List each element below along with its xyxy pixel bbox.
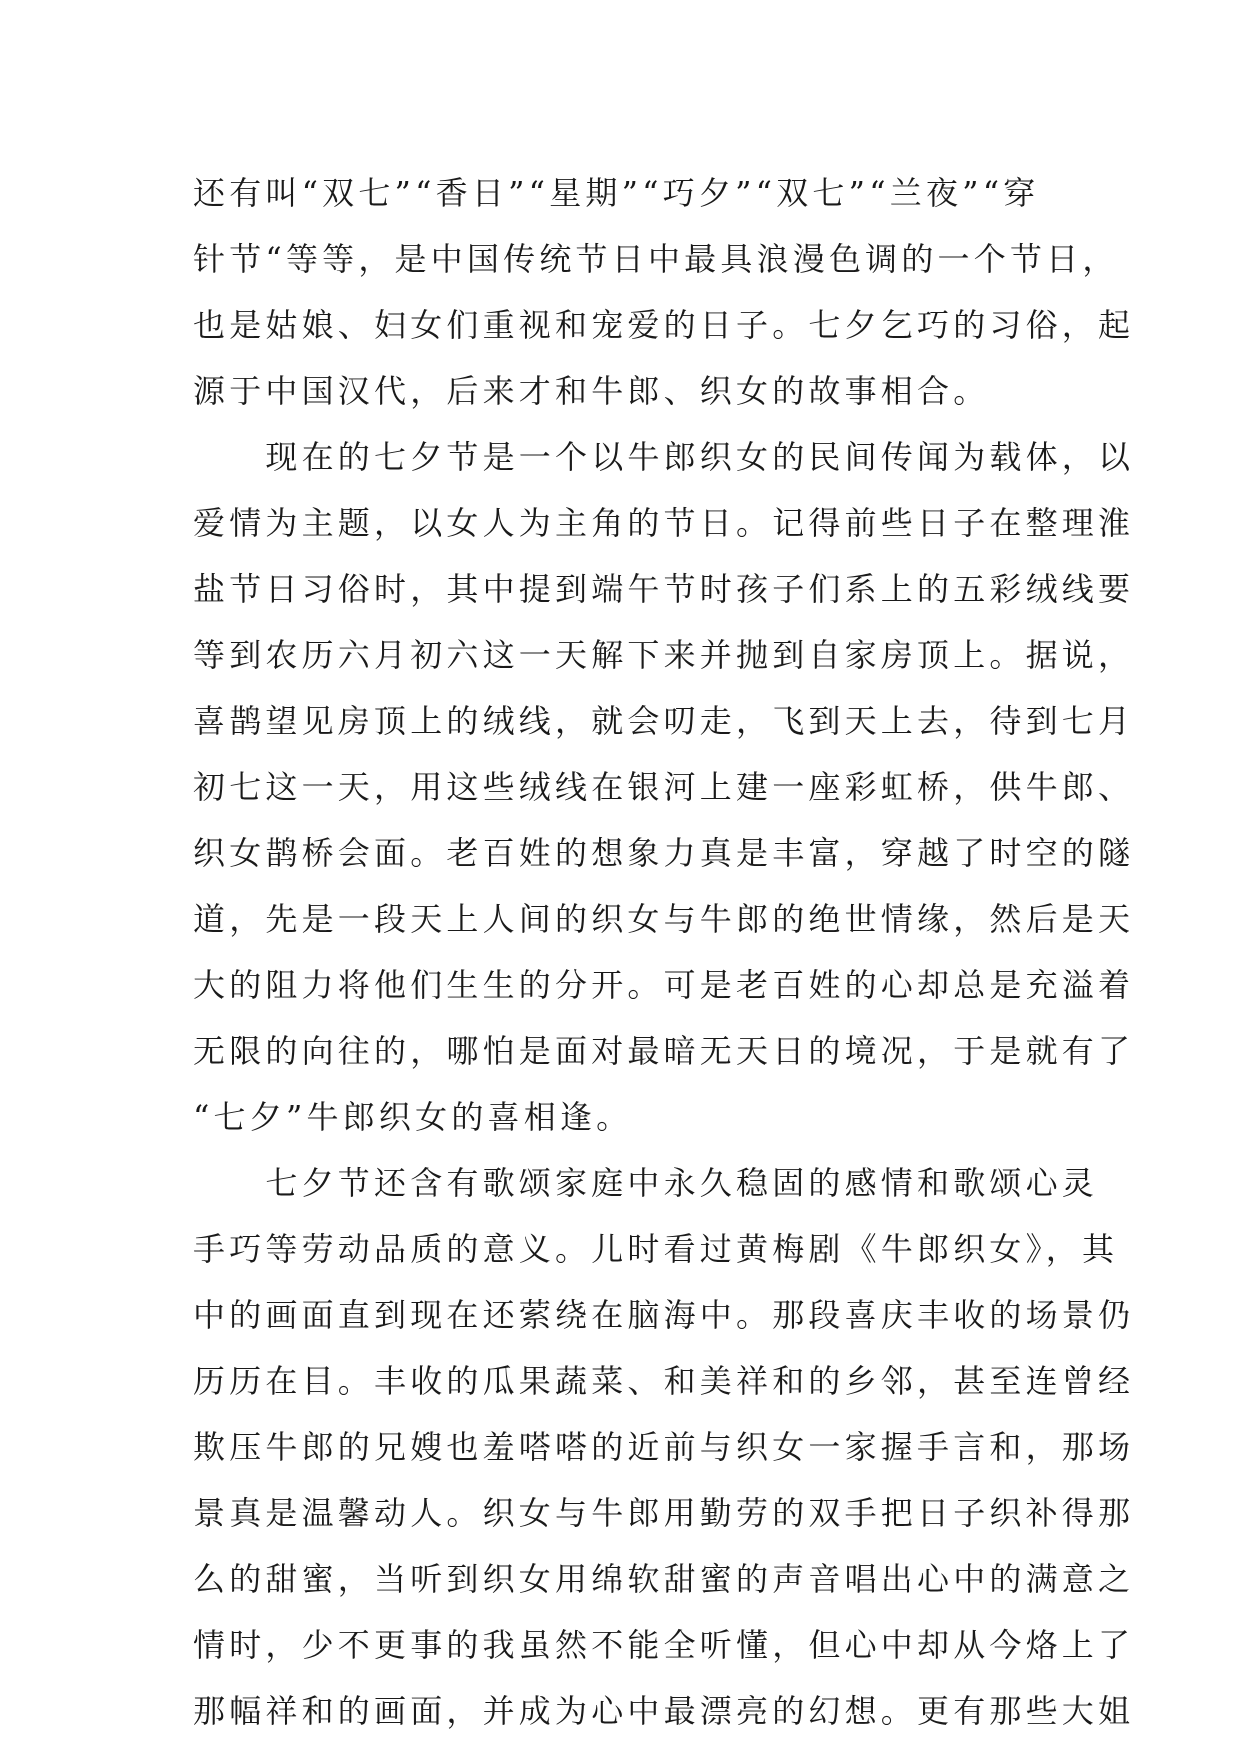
- text-line: “七夕”牛郎织女的喜相逢。: [193, 1098, 633, 1136]
- text-line: 喜鹊望见房顶上的绒线，就会叨走，飞到天上去，待到七月: [193, 702, 1135, 740]
- text-line: 景真是温馨动人。织女与牛郎用勤劳的双手把日子织补得那: [193, 1494, 1135, 1532]
- text-line: 源于中国汉代，后来才和牛郎、织女的故事相合。: [193, 372, 990, 410]
- body-text: [193, 160, 1135, 1744]
- text-line: 那幅祥和的画面，并成为心中最漂亮的幻想。更有那些大姐: [193, 1692, 1135, 1730]
- text-line: 无限的向往的，哪怕是面对最暗无天日的境况，于是就有了: [193, 1032, 1135, 1070]
- text-line: 织女鹊桥会面。老百姓的想象力真是丰富，穿越了时空的隧: [193, 834, 1135, 872]
- text-line: 历历在目。丰收的瓜果蔬菜、和美祥和的乡邻，甚至连曾经: [193, 1362, 1135, 1400]
- text-line: 大的阻力将他们生生的分开。可是老百姓的心却总是充溢着: [193, 966, 1135, 1004]
- text-line: 盐节日习俗时，其中提到端午节时孩子们系上的五彩绒线要: [193, 570, 1135, 608]
- text-line: 针节“等等，是中国传统节日中最具浪漫色调的一个节日，: [193, 240, 1119, 278]
- text-line: 也是姑娘、妇女们重视和宠爱的日子。七夕乞巧的习俗，起: [193, 306, 1135, 344]
- paragraph-start-line: 七夕节还含有歌颂家庭中永久稳固的感情和歌颂心灵: [193, 1164, 1099, 1202]
- text-line: 手巧等劳动品质的意义。儿时看过黄梅剧《牛郎织女》，其: [193, 1230, 1119, 1268]
- text-line: 欺压牛郎的兄嫂也羞嗒嗒的近前与织女一家握手言和，那场: [193, 1428, 1135, 1466]
- text-line: 么的甜蜜，当听到织女用绵软甜蜜的声音唱出心中的满意之: [193, 1560, 1135, 1598]
- text-line: 爱情为主题，以女人为主角的节日。记得前些日子在整理淮: [193, 504, 1135, 542]
- text-line: 道，先是一段天上人间的织女与牛郎的绝世情缘，然后是天: [193, 900, 1135, 938]
- paragraph-start-line: 现在的七夕节是一个以牛郎织女的民间传闻为载体，以: [193, 438, 1135, 476]
- text-line: 等到农历六月初六这一天解下来并抛到自家房顶上。据说，: [193, 636, 1135, 674]
- text-line: 初七这一天，用这些绒线在银河上建一座彩虹桥，供牛郎、: [193, 768, 1135, 806]
- text-line: 情时，少不更事的我虽然不能全听懂，但心中却从今烙上了: [193, 1626, 1135, 1664]
- text-line: 中的画面直到现在还萦绕在脑海中。那段喜庆丰收的场景仍: [193, 1296, 1135, 1334]
- text-line: 还有叫“双七”“香日”“星期”“巧夕”“双七”“兰夜”“穿: [193, 174, 1040, 212]
